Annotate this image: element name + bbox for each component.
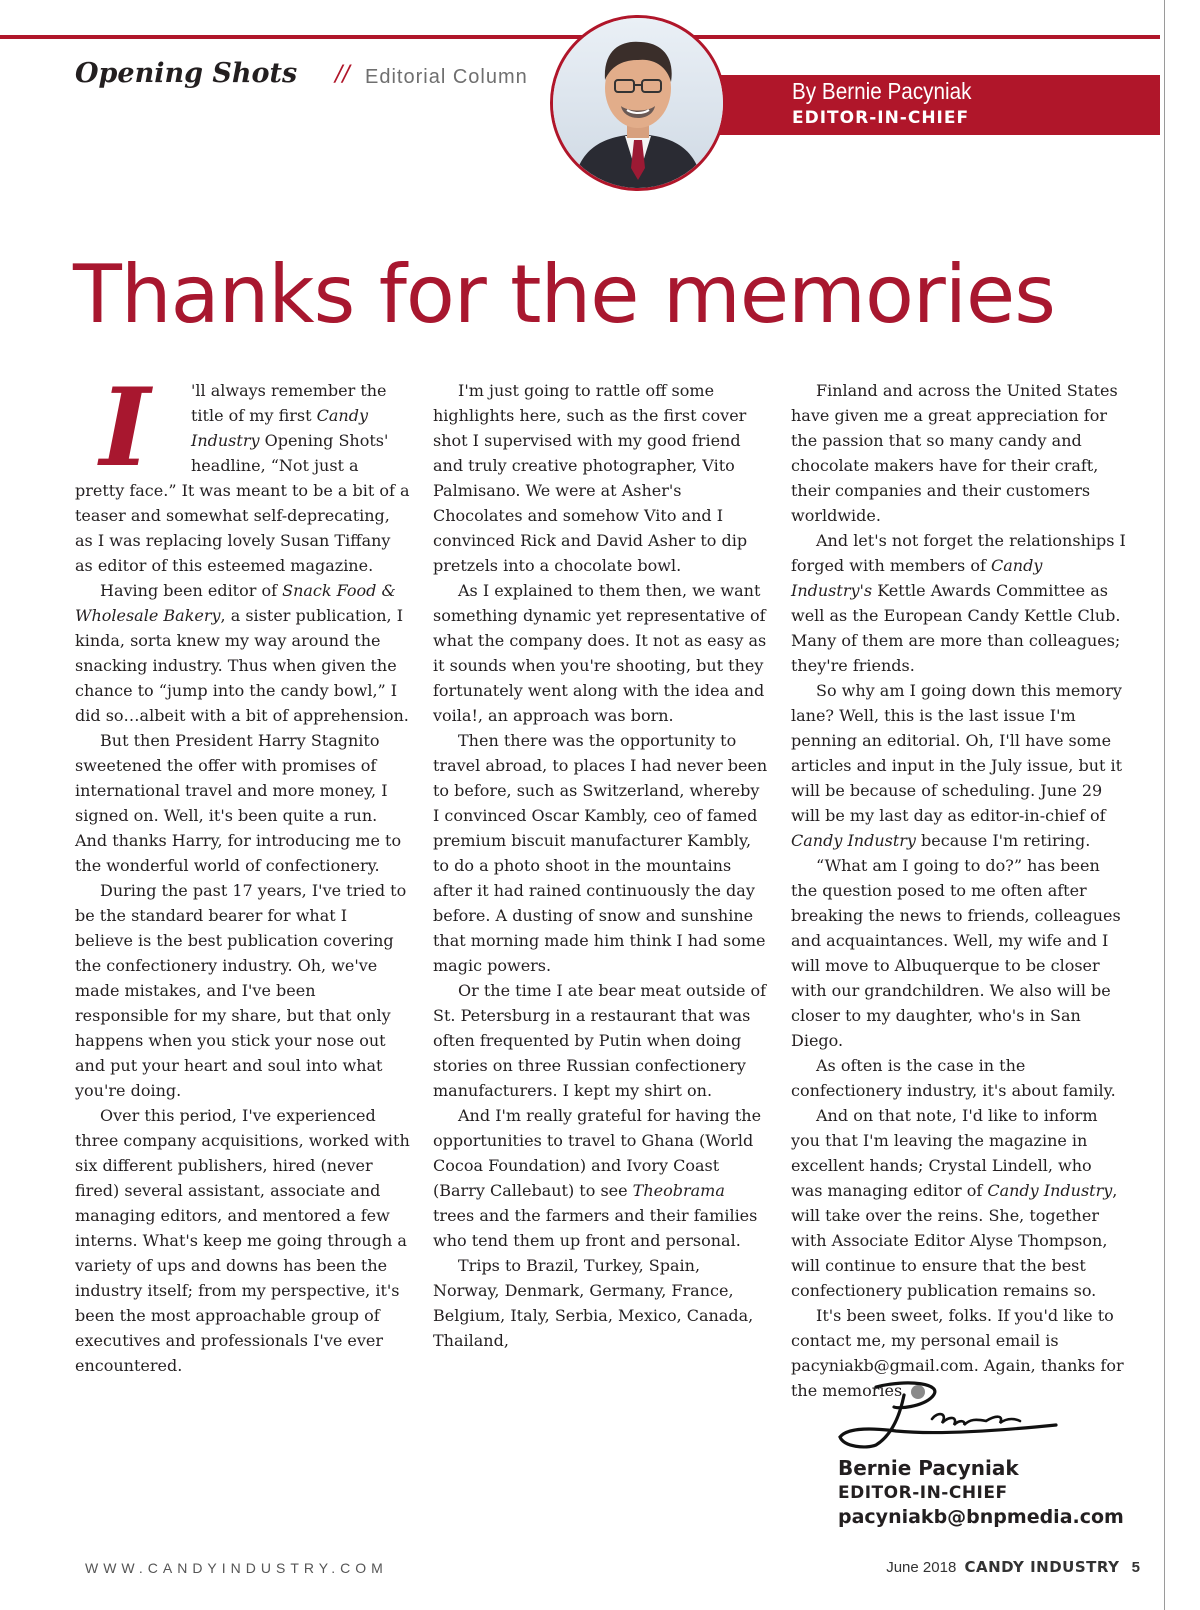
article-column-1 — [75, 365, 410, 1378]
article-paragraph: As I explained to them then, we want something dynamic yet representative of what the company does. It not as easy as it sounds when you're shooting, but they fortunately went along with the idea and voila!, an approach was born. — [433, 581, 767, 725]
end-mark-icon: CI — [911, 1385, 925, 1399]
article-paragraph: I'm just going to rattle off some highlights here, such as the first cover shot I supervised with my good friend and truly creative photographer, Vito Palmisano. We were at Asher's Chocolates and somehow Vito and I convinced Rick and David Asher to dip pretzels into a chocolate bowl. — [433, 381, 748, 575]
article-paragraph: During the past 17 years, I've tried to be the standard bearer for what I believe is the best publication covering the confectionery industry. Oh, we've made mistakes, and I've been responsible for my share, but that only happens when you stick your nose out and put your heart and soul into what you're doing. — [75, 881, 407, 1100]
article-paragraph: As often is the case in the confectionery industry, it's about family. — [791, 1056, 1116, 1100]
article-column-2 — [433, 378, 768, 1353]
byline-name: By Bernie Pacyniak — [792, 78, 972, 104]
italic-title: Candy Industry — [987, 1181, 1113, 1200]
handwritten-signature — [836, 1375, 1076, 1459]
drop-cap: I — [99, 365, 151, 491]
article-paragraph: But then President Harry Stagnito sweetened the offer with promises of international travel and more money, I signed on. Well, it's been quite a run. And thanks Harry, for introducing me to the wonderful world of confectionery. — [75, 731, 402, 875]
byline-role: EDITOR-IN-CHIEF — [792, 108, 970, 128]
article-paragraph: Over this period, I've experienced three company acquisitions, worked with six different publishers, hired (never fired) several assistant, associate and managing editors, and mentored a few interns. What's keep me going through a variety of ups and downs has been the industry itself; from my perspective, it's been the most approachable group of executives and professionals I've ever encountered. — [75, 1106, 410, 1375]
italic-title: Theobrama — [632, 1181, 725, 1200]
article-paragraph: Having been editor of Snack Food & Wholesale Bakery, a sister publication, I kinda, sorta knew my way around the snacking industry. Thus when given the chance to “jump into the candy bowl,” I did so…albeit with a bit of apprehension. — [75, 581, 409, 725]
italic-title: Candy Industry — [791, 831, 916, 850]
article-paragraph: Trips to Brazil, Turkey, Spain, Norway, Denmark, Germany, France, Belgium, Italy, Serbia, Mexico, Canada, Thailand, — [433, 1256, 754, 1350]
article-paragraph: “What am I going to do?” has been the question posed to me often after breaking the news to friends, colleagues and acquaintances. Well, my wife and I will move to Albuquerque to be closer with our grandchildren. We also will be closer to my daughter, who's in San Diego. — [791, 856, 1121, 1050]
article-paragraph: 'll always remember the title of my first Candy Industry Opening Shots' headline, “Not just a pretty face.” It was meant to be a bit of a teaser and somewhat self-deprecating, as I was replacing lovely Susan Tiffany as editor of this esteemed magazine. — [75, 381, 410, 575]
article-paragraph: So why am I going down this memory lane? Well, this is the last issue I'm penning an editorial. Oh, I'll have some articles and input in the July issue, but it will be because of scheduling. June 29 will be my last day as editor-in-chief of Candy Industry because I'm retiring. — [791, 681, 1123, 850]
italic-title: Snack Food & Wholesale Bakery — [75, 581, 396, 625]
article-paragraph: And on that note, I'd like to inform you that I'm leaving the magazine in excellent hands; Crystal Lindell, who was managing editor of Candy Industry, will take over the reins. She, together with Associate Editor Alyse Thompson, will continue to ensure that the best confectionery publication remains so. — [791, 1106, 1118, 1300]
column-2-body — [433, 378, 768, 1353]
footer-magazine: CANDY INDUSTRY — [964, 1558, 1120, 1576]
section-separator: // — [335, 62, 350, 87]
signature-name: Bernie Pacyniak — [838, 1456, 1019, 1480]
signature-role: EDITOR-IN-CHIEF — [838, 1483, 1008, 1503]
italic-title: Candy Industry — [191, 406, 369, 450]
section-subtitle: Editorial Column — [365, 66, 528, 88]
footer-folio — [886, 1558, 1140, 1576]
headline: Thanks for the memories — [73, 248, 1055, 341]
author-portrait — [550, 15, 726, 191]
article-paragraph: Then there was the opportunity to travel abroad, to places I had never been to before, such as Switzerland, whereby I convinced Oscar Kambly, ceo of famed premium biscuit manufacturer Kambly, to do a photo shoot in the mountains after it had rained continuously the day before. A dusting of snow and sunshine that morning made him think I had some magic powers. — [433, 731, 768, 975]
italic-title: Candy Industry's — [791, 556, 1043, 600]
article-paragraph: And I'm really grateful for having the opportunities to travel to Ghana (World Cocoa Foundation) and Ivory Coast (Barry Callebaut) to see Theobrama trees and the farmers and their families who tend them up front and personal. — [433, 1106, 762, 1250]
article-paragraph: Finland and across the United States have given me a great appreciation for the passion that so many candy and chocolate makers have for their craft, their companies and their customers worldwide. — [791, 381, 1118, 525]
page-number: 5 — [1131, 1559, 1140, 1576]
page-edge-rule — [1164, 0, 1165, 1610]
footer-url[interactable]: WWW.CANDYINDUSTRY.COM — [85, 1560, 388, 1576]
section-title: Opening Shots — [75, 58, 298, 89]
signature-email[interactable]: pacyniakb@bnpmedia.com — [838, 1506, 1124, 1528]
column-1-body — [75, 365, 410, 1378]
article-paragraph: It's been sweet, folks. If you'd like to contact me, my personal email is pacyniakb@gmail.com. Again, thanks for the memories. CI — [791, 1306, 1124, 1400]
column-3-body — [791, 378, 1126, 1403]
article-paragraph: And let's not forget the relationships I forged with members of Candy Industry's Kettle Awards Committee as well as the European Candy Kettle Club. Many of them are more than colleagues; they're friends. — [791, 531, 1126, 675]
footer-date: June 2018 — [886, 1559, 957, 1576]
article-column-3 — [791, 378, 1126, 1403]
article-paragraph: Or the time I ate bear meat outside of St. Petersburg in a restaurant that was often frequented by Putin when doing stories on three Russian confectionery manufacturers. I kept my shirt on. — [433, 981, 767, 1100]
